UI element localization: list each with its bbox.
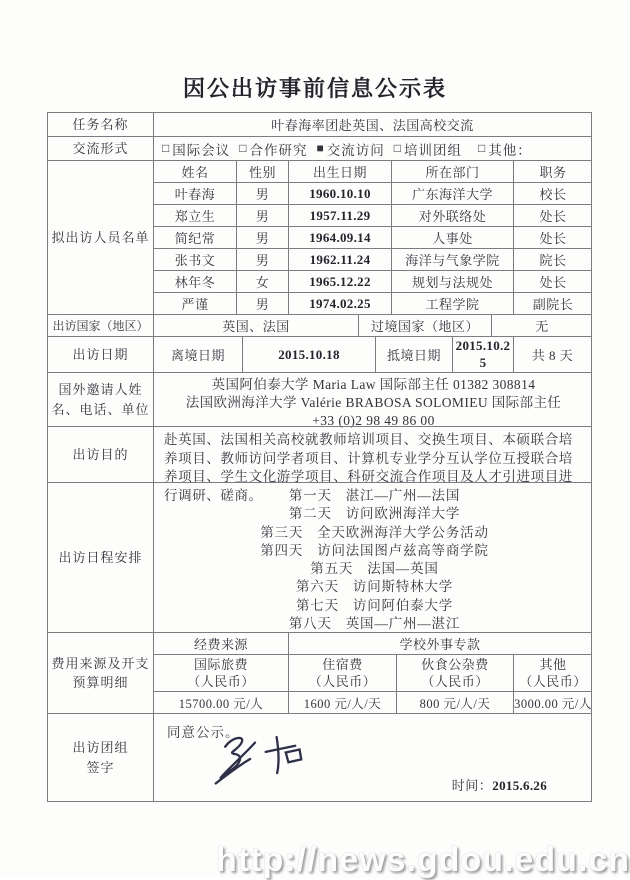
table-row	[154, 226, 591, 248]
news-site-watermark: http://news.gdou.edu.cn	[216, 841, 630, 879]
itinerary-day: 第五天 法国—英国	[310, 561, 439, 577]
person-position: 校长	[513, 183, 592, 204]
exchange-options	[154, 137, 591, 160]
budget-col-meals: 伙食公杂费 （人民币）	[396, 655, 513, 691]
person-department: 规划与法规处	[391, 271, 513, 292]
person-gender: 男	[236, 293, 288, 314]
budget-meals-value: 800 元/人/天	[396, 692, 513, 713]
person-position: 副院长	[513, 293, 592, 314]
arrival-date-value: 2015.10.25	[452, 337, 513, 373]
itinerary-day: 第四天 访问法国图卢兹高等商学院	[260, 542, 489, 558]
person-name: 叶春海	[174, 187, 216, 202]
checkbox-international-conference: □ 国际会议	[162, 141, 231, 158]
person-gender: 男	[236, 183, 288, 204]
disclosure-form-table	[47, 112, 592, 802]
person-birth: 1964.09.14	[288, 227, 391, 248]
person-name: 严谨	[181, 297, 209, 312]
table-row	[154, 204, 591, 226]
person-gender: 男	[236, 205, 288, 226]
itinerary-day: 第二天 访问欧洲海洋大学	[288, 506, 461, 522]
person-position: 处长	[513, 227, 592, 248]
person-position: 院长	[513, 249, 592, 270]
person-gender: 男	[236, 249, 288, 270]
col-header-department: 所在部门	[391, 161, 513, 182]
checkbox-checked-icon: ■	[316, 141, 325, 155]
budget-lodging-value: 1600 元/人/天	[288, 692, 396, 713]
person-department: 广东海洋大学	[391, 183, 513, 204]
person-name: 简纪常	[174, 231, 216, 246]
checkbox-exchange-visit: ■ 交流访问	[316, 141, 385, 158]
transit-countries-value: 无	[491, 315, 592, 336]
person-birth: 1965.12.22	[288, 271, 391, 292]
itinerary-list	[154, 483, 591, 637]
checkbox-icon: □	[239, 141, 248, 155]
countries-label: 出访国家（地区）	[48, 315, 154, 336]
signature-section	[48, 713, 591, 801]
col-header-position: 职务	[513, 161, 592, 182]
departure-date-value: 2015.10.18	[242, 337, 375, 373]
countries-value: 英国、法国	[222, 319, 290, 334]
dates-row	[48, 336, 591, 372]
inviter-line-fr: 法国欧洲海洋大学 Valérie BRABOSA SOLOMIEU 国际部主任	[185, 395, 562, 410]
approval-text: 同意公示。	[167, 725, 240, 741]
person-birth: 1974.02.25	[288, 293, 391, 314]
checkbox-icon: □	[478, 141, 487, 155]
budget-col-other: 其他 （人民币）	[513, 655, 592, 691]
checkbox-training-group: □ 培训团组	[393, 141, 462, 158]
person-department: 人事处	[391, 227, 513, 248]
budget-col-lodging: 住宿费 （人民币）	[288, 655, 396, 691]
budget-source-label: 经费来源	[193, 637, 248, 653]
exchange-form-row	[48, 136, 591, 160]
person-birth: 1960.10.10	[288, 183, 391, 204]
itinerary-day: 第七天 访问阿伯泰大学	[295, 597, 453, 613]
purpose-text: 赴英国、法国相关高校就教师培训项目、交换生项目、本硕联合培养项目、教师访问学者项目、计算机专业学分互认学位互授联合培养项目、学生文化游学项目、科研交流合作项目及人才引进项目进行调研、磋商。	[164, 432, 573, 503]
budget-col-travel: 国际旅费 （人民币）	[187, 656, 255, 690]
budget-label: 费用来源及开支预算明细	[48, 633, 154, 713]
person-position: 处长	[513, 205, 592, 226]
person-department: 工程学院	[391, 293, 513, 314]
inviter-line-uk: 英国阿伯泰大学 Maria Law 国际部主任 01382 308814	[211, 377, 536, 392]
table-row	[154, 182, 591, 204]
table-row	[154, 292, 591, 314]
inviter-line-phone: +33 (0)2 98 49 86 00	[312, 413, 435, 428]
delegation-section	[48, 160, 591, 314]
col-header-birth: 出生日期	[288, 161, 391, 182]
transit-countries-label: 过境国家（地区）	[358, 315, 491, 336]
budget-values-row	[154, 691, 591, 713]
task-name-row	[48, 113, 591, 136]
person-position: 处长	[513, 271, 592, 292]
budget-travel-value: 15700.00 元/人	[178, 696, 264, 711]
checkbox-cooperative-research: □ 合作研究	[239, 141, 308, 158]
itinerary-label: 出访日程安排	[48, 483, 154, 632]
person-name: 张书文	[174, 253, 216, 268]
budget-source-row	[154, 633, 591, 654]
itinerary-day: 第一天 湛江—广州—法国	[288, 488, 461, 503]
checkbox-icon: □	[393, 141, 402, 155]
budget-columns-row	[154, 654, 591, 691]
person-gender: 女	[236, 271, 288, 292]
signature-area	[154, 714, 591, 801]
delegation-label: 拟出访人员名单	[48, 161, 154, 314]
inviter-details	[154, 373, 591, 433]
arrival-date-label: 抵境日期	[375, 337, 452, 373]
trip-duration: 共 8 天	[513, 337, 591, 373]
itinerary-day: 第八天 英国—广州—湛江	[288, 616, 461, 632]
col-header-gender: 性别	[236, 161, 288, 182]
handwritten-signature	[202, 724, 326, 790]
budget-section	[48, 632, 591, 713]
person-department: 海洋与气象学院	[391, 249, 513, 270]
person-name: 郑立生	[174, 209, 216, 224]
signature-label: 出访团组 签字	[48, 714, 154, 801]
person-name: 林年冬	[174, 275, 216, 290]
itinerary-day: 第六天 访问斯特林大学	[295, 579, 453, 595]
departure-date-label: 离境日期	[170, 348, 225, 364]
delegation-header-row	[154, 161, 591, 182]
exchange-form-label: 交流形式	[48, 137, 154, 160]
budget-other-value: 3000.00 元/人	[513, 692, 592, 713]
table-row	[154, 270, 591, 292]
person-birth: 1957.11.29	[288, 205, 391, 226]
itinerary-section	[48, 482, 591, 632]
task-name-value: 叶春海率团赴英国、法国高校交流	[271, 118, 474, 133]
budget-source-value: 学校外事专款	[288, 633, 591, 654]
checkbox-other: □ 其他：	[478, 141, 532, 158]
inviter-section	[48, 372, 591, 426]
page-title: 因公出访事前信息公示表	[182, 76, 447, 101]
col-header-name: 姓名	[181, 165, 209, 180]
task-name-label: 任务名称	[48, 113, 154, 136]
itinerary-day: 第三天 全天欧洲海洋大学公务活动	[260, 524, 489, 540]
table-row	[154, 248, 591, 270]
signature-date: 时间：2015.6.26	[451, 778, 547, 794]
inviter-label: 国外邀请人姓名、电话、单位	[48, 373, 154, 426]
person-gender: 男	[236, 227, 288, 248]
dates-label: 出访日期	[48, 337, 154, 372]
checkbox-icon: □	[162, 141, 171, 155]
purpose-label: 出访目的	[48, 427, 154, 482]
countries-row	[48, 314, 591, 336]
person-department: 对外联络处	[391, 205, 513, 226]
person-birth: 1962.11.24	[288, 249, 391, 270]
